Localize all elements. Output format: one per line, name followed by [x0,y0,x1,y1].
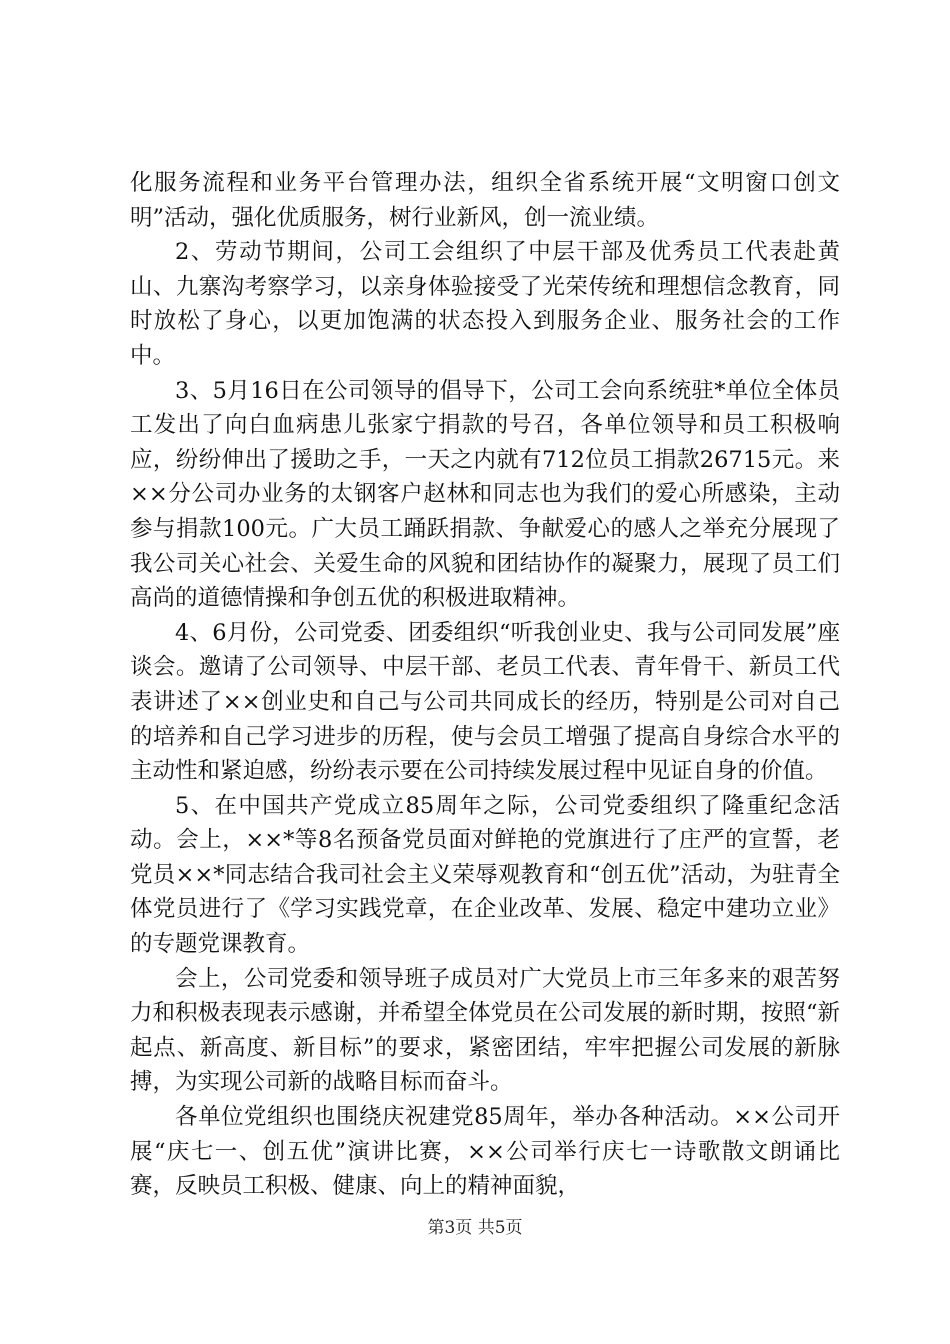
paragraph-party-activities: 各单位党组织也围绕庆祝建党85周年，举办各种活动。××公司开展“庆七一、创五优”演讲比赛，××公司举行庆七一诗歌散文朗诵比赛，反映员工积极、健康、向上的精神面貌， [130,1104,840,1200]
paragraph-item-3: 3、5月16日在公司领导的倡导下，公司工会向系统驻*单位全体员工发出了向白血病患儿张家宁捐款的号召，各单位领导和员工积极响应，纷纷伸出了援助之手，一天之内就有712位员工捐款26715元。来××分公司办业务的太钢客户赵林和同志也为我们的爱心所感染，主动参与捐款100元。广大员工踊跃捐款、争献爱心的感人之举充分展现了我公司关心社会、关爱生命的风貌和团结协作的凝聚力，展现了员工们高尚的道德情操和争创五优的积极进取精神。 [130,377,840,612]
page-number-footer: 第3页 共5页 [427,1218,523,1238]
paragraph-continuation: 化服务流程和业务平台管理办法，组织全省系统开展“文明窗口创文明”活动，强化优质服务，树行业新风，创一流业绩。 [130,170,840,231]
paragraph-item-4: 4、6月份，公司党委、团委组织“听我创业史、我与公司同发展”座谈会。邀请了公司领导、中层干部、老员工代表、青年骨干、新员工代表讲述了××创业史和自己与公司共同成长的经历，特别是公司对自己的培养和自己学习进步的历程，使与会员工增强了提高自身综合水平的主动性和紧迫感，纷纷表示要在公司持续发展过程中见证自身的价值。 [130,619,840,785]
paragraph-item-2: 2、劳动节期间，公司工会组织了中层干部及优秀员工代表赴黄山、九寨沟考察学习，以亲身体验接受了光荣传统和理想信念教育，同时放松了身心，以更加饱满的状态投入到服务企业、服务社会的工作中。 [130,239,840,369]
document-body [130,166,840,1204]
paragraph-meeting: 会上，公司党委和领导班子成员对广大党员上市三年多来的艰苦努力和积极表现表示感谢，并希望全体党员在公司发展的新时期，按照“新起点、新高度、新目标”的要求，紧密团结，牢牢把握公司发展的新脉搏，为实现公司新的战略目标而奋斗。 [130,965,840,1096]
paragraph-item-5: 5、在中国共产党成立85周年之际，公司党委组织了隆重纪念活动。会上，××*等8名预备党员面对鲜艳的党旗进行了庄严的宣誓，老党员××*同志结合我司社会主义荣辱观教育和“创五优”活动，为驻青全体党员进行了《学习实践党章，在企业改革、发展、稳定中建功立业》的专题党课教育。 [130,792,840,958]
